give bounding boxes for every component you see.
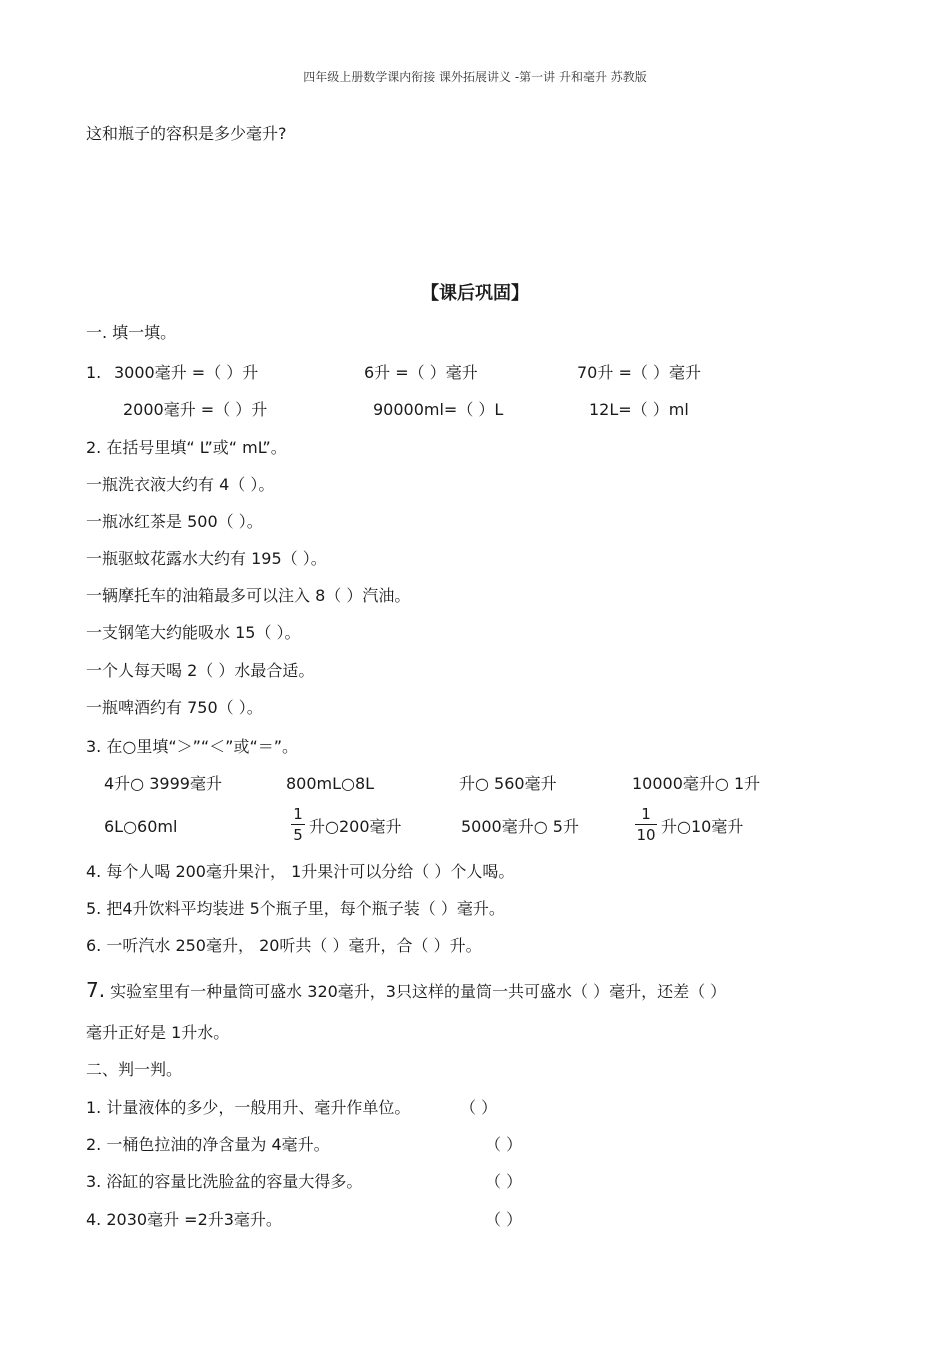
q2-item: 一瓶冰红茶是 500（ ）。 <box>86 512 263 531</box>
q3-item: 6L○60ml <box>104 817 178 836</box>
q6-text: 6. 一听汽水 250毫升， 20听共（ ）毫升，合（ ）升。 <box>86 936 482 955</box>
fraction-bar <box>291 824 305 825</box>
fraction-bar <box>635 824 657 825</box>
q3-prompt: 3. 在○里填“＞”“＜”或“＝”。 <box>86 737 299 756</box>
fraction-one-tenth <box>635 805 657 844</box>
q2-item: 一瓶啤酒约有 750（ ）。 <box>86 698 263 717</box>
q1-item: 70升 =（ ）毫升 <box>577 363 701 382</box>
fraction-denominator: 5 <box>293 826 303 844</box>
part1-heading: 一. 填一填。 <box>86 323 177 342</box>
q1-item: 12L=（ ）ml <box>589 400 689 419</box>
q2-prompt: 2. 在括号里填“ L”或“ mL”。 <box>86 438 287 457</box>
judge-item-text: 2. 一桶色拉油的净含量为 4毫升。 <box>86 1135 330 1154</box>
q2-item: 一个人每天喝 2（ ）水最合适。 <box>86 661 315 680</box>
q2-item: 一辆摩托车的油箱最多可以注入 8（ ）汽油。 <box>86 586 411 605</box>
judge-item-paren: （ ） <box>485 1210 523 1229</box>
fraction-denominator: 10 <box>636 826 656 844</box>
section-title: 【课后巩固】 <box>421 283 529 304</box>
q7-number: 7. <box>86 978 106 1002</box>
q3-item: 升○ 560毫升 <box>459 774 557 793</box>
q3-item: 升○10毫升 <box>661 817 744 836</box>
q7-line2: 毫升正好是 1升水。 <box>86 1023 230 1042</box>
q1-item: 2000毫升 =（ ）升 <box>123 400 268 419</box>
q3-item: 800mL○8L <box>286 774 375 793</box>
lead-question: 这和瓶子的容积是多少毫升? <box>86 124 287 143</box>
q1-item: 3000毫升 =（ ）升 <box>114 363 259 382</box>
fraction-numerator: 1 <box>293 805 303 823</box>
q4-text: 4. 每个人喝 200毫升果汁， 1升果汁可以分给（ ）个人喝。 <box>86 862 515 881</box>
q3-item: 升○200毫升 <box>309 817 402 836</box>
page-header: 四年级上册数学课内衔接 课外拓展讲义 -第一讲 升和毫升 苏教版 <box>303 70 647 84</box>
q2-item: 一支钢笔大约能吸水 15（ ）。 <box>86 623 301 642</box>
q5-text: 5. 把4升饮料平均装进 5个瓶子里，每个瓶子装（ ）毫升。 <box>86 899 505 918</box>
q2-item: 一瓶驱蚊花露水大约有 195（ ）。 <box>86 549 327 568</box>
fraction-numerator: 1 <box>641 805 651 823</box>
judge-item-text: 1. 计量液体的多少，一般用升、毫升作单位。 <box>86 1098 411 1117</box>
q1-label: 1. <box>86 363 102 382</box>
q1-item: 90000ml=（ ）L <box>373 400 504 419</box>
q2-item: 一瓶洗衣液大约有 4（ ）。 <box>86 475 275 494</box>
q7-line1 <box>86 980 726 1002</box>
q7-text: 实验室里有一种量筒可盛水 320毫升，3只这样的量筒一共可盛水（ ）毫升，还差（ ） <box>105 982 727 1001</box>
judge-item-paren: （ ） <box>485 1172 523 1191</box>
judge-item-text: 3. 浴缸的容量比洗脸盆的容量大得多。 <box>86 1172 363 1191</box>
part2-heading: 二、判一判。 <box>86 1060 183 1079</box>
judge-item-paren: （ ） <box>460 1098 498 1117</box>
judge-item-paren: （ ） <box>485 1135 523 1154</box>
q3-item: 4升○ 3999毫升 <box>104 774 222 793</box>
q1-item: 6升 =（ ）毫升 <box>364 363 478 382</box>
fraction-one-fifth <box>291 805 305 844</box>
judge-item-text: 4. 2030毫升 =2升3毫升。 <box>86 1210 282 1229</box>
q3-item: 10000毫升○ 1升 <box>632 774 761 793</box>
q3-item: 5000毫升○ 5升 <box>461 817 579 836</box>
